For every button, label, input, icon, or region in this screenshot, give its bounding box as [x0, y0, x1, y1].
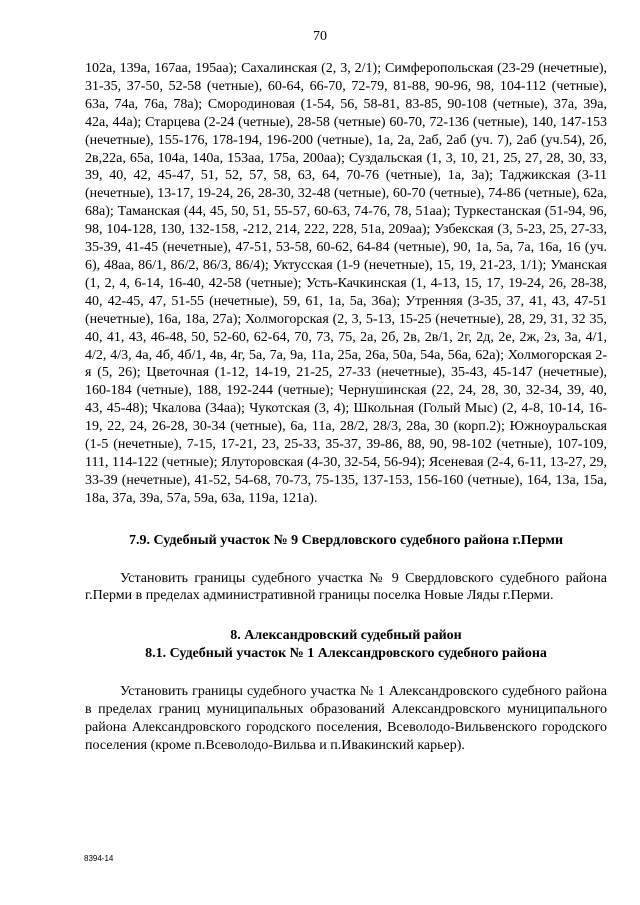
spacer: [85, 550, 607, 570]
section-8-1-text: Установить границы судебного участка № 1 Александровского судебного района в пределах границ муниципальных образований Александровского муниципального района Александровского городского поселения, Всеволодо-Вильвенского городского поселения (кроме п.Всеволодо-Вильва и п.Ивакинский карьер).: [85, 684, 607, 753]
streets-list-paragraph: 102а, 139а, 167аа, 195аа); Сахалинская (2, 3, 2/1); Симферопольская (23-29 (нечетные), 31-35, 37-50, 52-58 (четные), 60-64, 66-70, 72-79, 81-88, 90-96, 98, 104-112 (четные), 63а, 74а, 76а, 78а); Смородиновая (1-54, 56, 58-81, 83-85, 90-108 (четные), 37а, 39а, 42а, 44а); Старцева (2-24 (четные), 28-58 (четные) 60-70, 72-136 (четные), 140, 147-153 (нечетные), 155-176, 178-194, 196-200 (четные), 1а, 2а, 2аб, 2аб (уч. 7), 2аб (уч.54), 2б, 2в,22а, 65а, 104а, 140а, 153аа, 175а, 200аа); Суздальская (1, 3, 10, 21, 25, 27, 28, 30, 33, 39, 40, 42, 45-47, 51, 52, 57, 58, 63, 64, 70-76 (четные), 1а, 3а); Таджикская (3-11 (нечетные), 13-17, 19-24, 26, 28-30, 32-48 (четные), 60-70 (четные), 74-86 (четные), 62а, 68а); Таманская (44, 45, 50, 51, 55-57, 60-63, 74-76, 78, 51аа); Туркестанская (51-94, 96, 98, 104-128, 130, 132-158, -212, 214, 222, 228, 51а, 209аа); Узбекская (3, 5-23, 25, 27-33, 35-39, 41-45 (нечетные), 47-51, 53-58, 60-62, 64-84 (четные), 90, 1а, 5а, 7а, 16а, 16 (уч. 6), 48аа, 86/1, 86/2, 86/3, 86/4); Уктусская (1-9 (нечетные), 15, 19, 21-23, 1/1); Уманская (1, 2, 4, 6-14, 16-40, 42-58 (четные); Усть-Качкинская (1, 4-13, 15, 17, 19-24, 26, 28-38, 40, 42-45, 47, 51-55 (нечетные), 59, 61, 1а, 5а, 36а); Утренняя (3-35, 37, 41, 43, 47-51 (нечетные), 16а, 18а, 27а); Холмогорская (2, 3, 5-13, 15-25 (нечетные), 28, 29, 31, 32 35, 40, 41, 43, 46-48, 50, 52-60, 62-64, 70, 73, 75, 2а, 2б, 2в, 2в/1, 2г, 2д, 2е, 2ж, 2з, 3а, 4/1, 4/2, 4/3, 4а, 4б, 4б/1, 4в, 4г, 5а, 7а, 9а, 11а, 25а, 26а, 50а, 54а, 56а, 62а); Холмогорская 2-я (5, 26); Цветочная (1-12, 14-19, 21-25, 27-33 (нечетные), 35-43, 45-147 (нечетные), 160-184 (четные), 188, 192-244 (четные); Чернушинская (22, 24, 28, 30, 32-34, 39, 40, 43, 45-48); Чкалова (34аа); Чукотская (3, 4); Школьная (Голый Мыс) (2, 4-8, 10-14, 16-19, 22, 24, 26-28, 30-34 (четные), 6а, 11а, 28/2, 28/3, 28а, 30 (корп.2); Южноуральская (1-5 (нечетные), 7-15, 17-21, 23, 25-33, 35-37, 39-86, 88, 90, 98-102 (четные), 107-109, 111, 114-122 (четные); Ялуторовская (4-30, 32-54, 56-94); Ясеневая (2-4, 6-11, 13-27, 29, 33-39 (нечетные), 41-52, 54-68, 70-73, 75-135, 137-153, 156-160 (четные), 164, 13а, 15а, 18а, 37а, 39а, 57а, 59а, 63а, 119а, 121а).: [85, 61, 607, 506]
document-body: [85, 60, 607, 755]
spacer: [85, 508, 607, 532]
page-number: 70: [313, 29, 327, 44]
section-8-heading: 8. Александровский судебный район: [230, 628, 462, 644]
spacer: [85, 605, 607, 627]
section-7-9-text: Установить границы судебного участка № 9 Свердловского судебного района г.Перми в пределах административной границы поселка Новые Ляды г.Перми.: [85, 570, 607, 604]
spacer: [85, 663, 607, 683]
footer-code: 8394-14: [84, 854, 114, 863]
section-7-9-heading: 7.9. Судебный участок № 9 Свердловского судебного района г.Перми: [128, 532, 564, 548]
section-8-1-heading: 8.1. Судебный участок № 1 Александровского судебного района: [145, 646, 547, 662]
